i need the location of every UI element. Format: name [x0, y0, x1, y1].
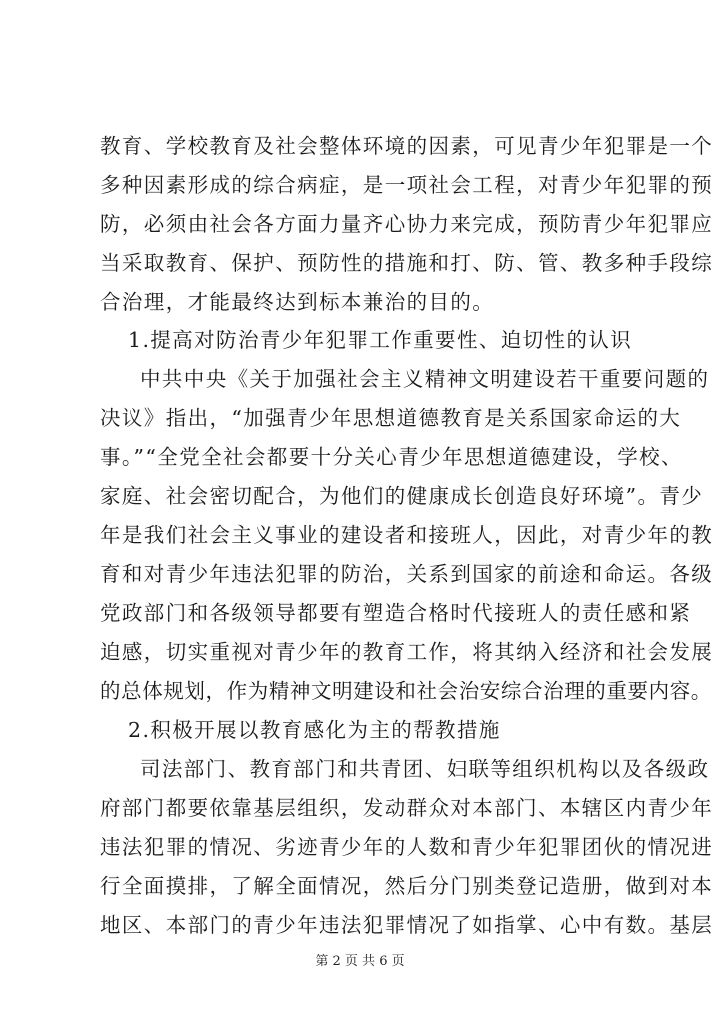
- paragraph-line: 司法部门、教育部门和共青团、妇联等组织机构以及各级政: [140, 757, 710, 781]
- paragraph-line: 中共中央《关于加强社会主义精神文明建设若干重要问题的: [140, 367, 710, 391]
- paragraph-line: 当采取教育、保护、预防性的措施和打、防、管、教多种手段综: [100, 251, 714, 275]
- section-heading-1: 1.提高对防治青少年犯罪工作重要性、迫切性的认识: [128, 328, 633, 352]
- paragraph-line: 地区、本部门的青少年违法犯罪情况了如指掌、心中有数。基层: [100, 913, 714, 937]
- paragraph-line: 府部门都要依靠基层组织，发动群众对本部门、本辖区内青少年: [100, 796, 714, 820]
- paragraph-line: 多种因素形成的综合病症，是一项社会工程，对青少年犯罪的预: [100, 173, 714, 197]
- paragraph-line: 育和对青少年违法犯罪的防治，关系到国家的前途和命运。各级: [100, 562, 714, 586]
- paragraph-line: 迫感，切实重视对青少年的教育工作，将其纳入经济和社会发展: [100, 640, 714, 664]
- paragraph-line: 家庭、社会密切配合，为他们的健康成长创造良好环境”。青少: [100, 484, 704, 508]
- paragraph-line: 党政部门和各级领导都要有塑造合格时代接班人的责任感和紧: [100, 601, 692, 625]
- paragraph-line: 防，必须由社会各方面力量齐心协力来完成，预防青少年犯罪应: [100, 212, 714, 236]
- paragraph-line: 行全面摸排，了解全面情况，然后分门别类登记造册，做到对本: [100, 874, 714, 898]
- paragraph-line: 事。”“全党全社会都要十分关心青少年思想道德建设，学校、: [100, 445, 683, 469]
- paragraph-line: 合治理，才能最终达到标本兼治的目的。: [100, 290, 495, 314]
- section-heading-2: 2.积极开展以教育感化为主的帮教措施: [128, 718, 501, 742]
- page-number-footer: 第 2 页 共 6 页: [315, 954, 405, 969]
- paragraph-line: 的总体规划，作为精神文明建设和社会治安综合治理的重要内容。: [100, 679, 712, 703]
- paragraph-line: 违法犯罪的情况、劣迹青少年的人数和青少年犯罪团伙的情况进: [100, 835, 714, 859]
- paragraph-line: 教育、学校教育及社会整体环境的因素，可见青少年犯罪是一个: [100, 134, 714, 158]
- paragraph-line: 决议》指出，“加强青少年思想道德教育是关系国家命运的大: [100, 406, 682, 430]
- paragraph-line: 年是我们社会主义事业的建设者和接班人，因此，对青少年的教: [100, 523, 714, 547]
